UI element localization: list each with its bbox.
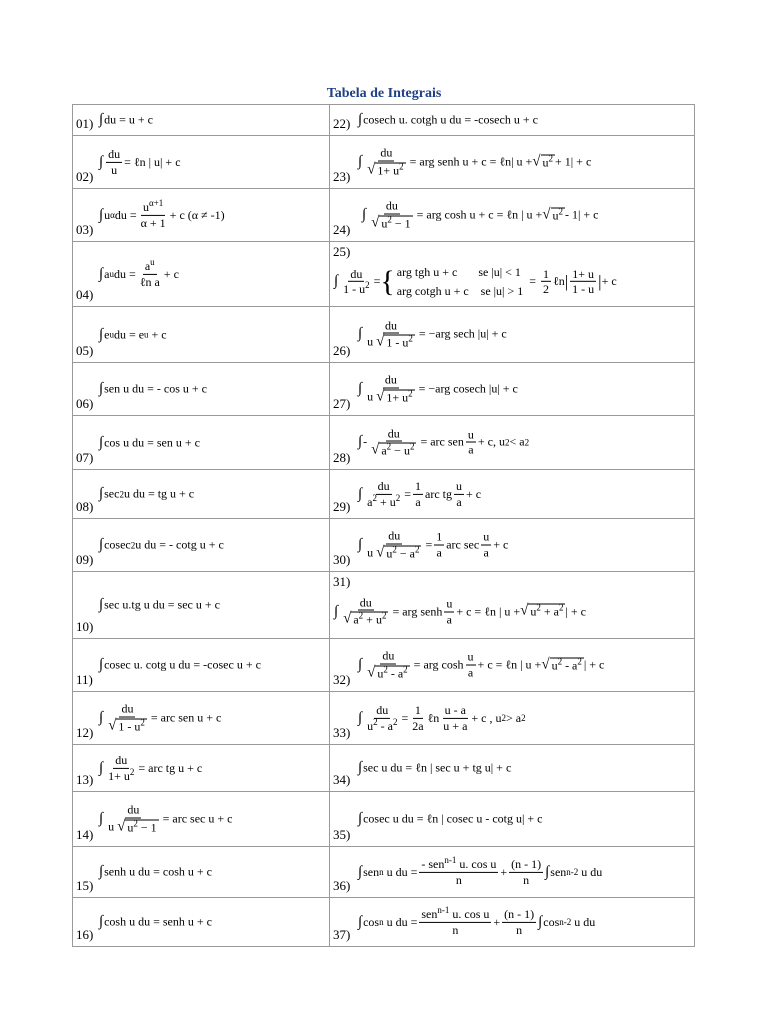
table-row [73, 307, 695, 363]
formula: ∫ u α du = $\frac{u^{\alpha+1}}{\alpha + 1}$ + c (α ≠ -1) [99, 197, 225, 230]
formula-cell [330, 416, 695, 470]
table-row [73, 105, 695, 136]
formula-number: 05) [76, 343, 94, 358]
integral-table [72, 104, 695, 947]
formula: ∫ cosec u. cotg u du = -cosec u + c [99, 656, 261, 673]
formula: ∫ du √ $a^2 + u^2$ = arg senh $\frac{u}{a}$ + c = ℓn | u + √ $u^2 + a^2$ | + c [334, 595, 586, 627]
formula-cell [73, 847, 330, 898]
formula: ∫ cos u du = sen u + c [99, 434, 200, 450]
formula: ∫ $\frac{du}{u}$ = ℓn | u| + c [99, 146, 181, 177]
formula: ∫ $\frac{du}{u^2 - a^2}$ = $\frac{1}{2a}$ ℓn $\frac{u - a}{u + a}$ + c , u 2 > a 2 [358, 702, 526, 733]
formula-cell [330, 692, 695, 745]
formula-number: 15) [76, 878, 94, 893]
formula-cell [73, 307, 330, 363]
formula-cell [330, 898, 695, 947]
table-row [73, 519, 695, 572]
formula-cell [73, 898, 330, 947]
formula-number: 29) [333, 499, 351, 514]
formula: ∫ cos n u du = $\frac{sen^{n-1} u. \cos u}{n}$ + $\frac{(n - 1)}{n}$ ∫ cos n-2 u du [358, 904, 596, 937]
formula-number: 13) [76, 772, 94, 787]
formula-number: 25) [333, 244, 351, 259]
formula-number: 16) [76, 927, 94, 942]
formula-number: 28) [333, 450, 351, 465]
formula-cell [330, 639, 695, 692]
formula-number: 10) [76, 619, 94, 634]
formula-cell [73, 745, 330, 792]
table-row [73, 745, 695, 792]
formula: ∫ - du √ $a^2 - u^2$ = arc sen $\frac{u}{a}$ + c, u 2 < a 2 [358, 426, 530, 458]
table-row [73, 470, 695, 519]
table-row [73, 363, 695, 416]
formula-number: 08) [76, 499, 94, 514]
formula-number: 27) [333, 396, 351, 411]
table-row [73, 572, 695, 639]
formula-cell [73, 242, 330, 307]
formula-number: 03) [76, 222, 94, 237]
formula-cell [73, 189, 330, 242]
formula-number: 30) [333, 552, 351, 567]
formula-cell [330, 136, 695, 189]
formula-number: 07) [76, 450, 94, 465]
formula: ∫ $\frac{du}{a^2 + u^2}$ = $\frac{1}{a}$ arc tg $\frac{u}{a}$ + c [358, 478, 482, 509]
formula-cell [330, 470, 695, 519]
formula: ∫ sec 2 u du = tg u + c [99, 485, 195, 502]
formula-cell [73, 105, 330, 136]
formula: ∫ cosec 2 u du = - cotg u + c [99, 536, 224, 553]
table-row [73, 189, 695, 242]
formula-number: 11) [76, 672, 93, 687]
table-row [73, 639, 695, 692]
formula-cell [330, 363, 695, 416]
formula-cell [73, 519, 330, 572]
formula-cell [330, 242, 695, 307]
table-row [73, 242, 695, 307]
formula-number: 14) [76, 827, 94, 842]
formula-number: 31) [333, 574, 351, 589]
table-row [73, 792, 695, 847]
formula-cell [330, 189, 695, 242]
formula: ∫ du u √ $u^2 - a^2$ = $\frac{1}{a}$ arc sec $\frac{u}{a}$ + c [358, 528, 509, 561]
formula-number: 26) [333, 343, 351, 358]
formula: ∫ du √ $1+ u^2$ = arg senh u + c = ℓn| u + √ $u^2$ + 1| + c [358, 145, 592, 178]
formula: ∫ du u √ $1 - u^2$ = −arg sech |u| + c [358, 318, 507, 350]
table-row [73, 692, 695, 745]
formula-number: 12) [76, 725, 94, 740]
formula: ∫ sen u du = - cos u + c [99, 380, 207, 397]
formula-number: 36) [333, 878, 351, 893]
formula-number: 22) [333, 116, 351, 131]
formula-number: 09) [76, 552, 94, 567]
formula-cell [73, 572, 330, 639]
formula-cell [73, 470, 330, 519]
formula-cell [330, 519, 695, 572]
formula-cell [330, 792, 695, 847]
formula: ∫ du √ $u^2 - 1$ = arg cosh u + c = ℓn | u + √ $u^2$ - 1| + c [362, 198, 599, 231]
formula: ∫ sec u du = ℓn | sec u + tg u| + c [358, 759, 512, 776]
formula-number: 32) [333, 672, 351, 687]
formula: ∫ cosh u du = senh u + c [99, 913, 212, 930]
fraction: $\frac{du}{u}$ [108, 146, 121, 177]
formula-number: 33) [333, 725, 351, 740]
formula-number: 01) [76, 116, 94, 131]
formula-cell [73, 363, 330, 416]
formula-number: 23) [333, 169, 351, 184]
table-row [73, 136, 695, 189]
formula-cell [330, 572, 695, 639]
formula-cell [330, 307, 695, 363]
formula-number: 37) [333, 927, 351, 942]
formula: ∫ cosec u du = ℓn | cosec u - cotg u| + c [358, 810, 543, 827]
formula-cell [330, 105, 695, 136]
formula: ∫ sec u.tg u du = sec u + c [99, 596, 220, 613]
formula: ∫ e u du = e u + c [99, 326, 167, 342]
formula: ∫ senh u du = cosh u + c [99, 863, 212, 880]
formula: ∫ $\frac{du}{1 - u^2}$ = { arg tgh u + c se |u| < 1 arg cotgh u + c se |u| > 1 = $\frac{1}{2}$ ℓn | $\frac{1+ u}{1 - u}$ | + c [334, 264, 617, 298]
formula: ∫ du u √ $u^2 - 1$ = arc sec u + c [99, 802, 233, 835]
table-row [73, 416, 695, 470]
page-title: Tabela de Integrais [326, 86, 442, 101]
formula-number: 06) [76, 396, 94, 411]
formula-number: 02) [76, 169, 94, 184]
formula-cell [73, 639, 330, 692]
formula-cell [73, 416, 330, 470]
formula: ∫ du √ $u^2 - a^2$ = arg cosh $\frac{u}{a}$ + c = ℓn | u + √ $u^2 - a^2$ | + c [358, 648, 605, 681]
formula-number: 34) [333, 772, 351, 787]
formula-cell [330, 745, 695, 792]
formula-cell [73, 792, 330, 847]
table-row [73, 898, 695, 947]
formula-cell [73, 692, 330, 745]
formula: ∫ du = u + c [99, 111, 153, 128]
formula: ∫ sen n u du = $\frac{- sen^{n-1} u. \cos u}{n}$ + $\frac{(n - 1)}{n}$ ∫ sen n-2 u du [358, 854, 603, 887]
formula: ∫ cosech u. cotgh u du = -cosech u + c [358, 111, 538, 128]
formula-number: 35) [333, 827, 351, 842]
formula-cell [73, 136, 330, 189]
formula-cell [330, 847, 695, 898]
formula: ∫ du u √ $1+ u^2$ = −arg cosech |u| + c [358, 372, 518, 405]
formula-number: 04) [76, 287, 94, 302]
formula-number: 24) [333, 222, 351, 237]
formula: ∫ du √ $1 - u^2$ = arc sen u + c [99, 701, 222, 734]
formula: ∫ $\frac{du}{1+ u^2}$ = arc tg u + c [99, 752, 203, 783]
table-row [73, 847, 695, 898]
formula: ∫ a u du = $\frac{a^u}{\text{ℓn a}}$ + c [99, 256, 179, 289]
